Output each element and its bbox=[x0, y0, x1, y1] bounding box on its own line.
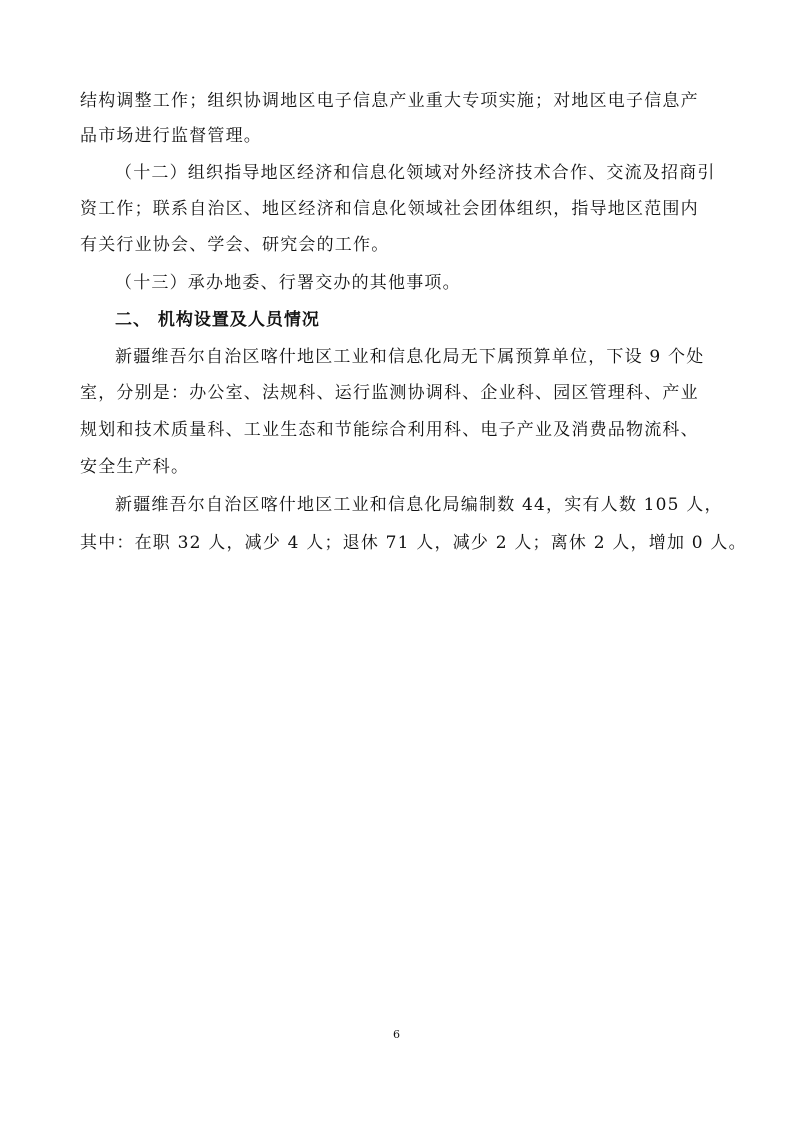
section-para-2-line-2: 其中：在职 32 人，减少 4 人；退休 71 人，减少 2 人；离休 2 人，增加 0 人。 bbox=[80, 533, 747, 553]
item-13-line: （十三）承办地委、行署交办的其他事项。 bbox=[115, 273, 461, 293]
section-para-1-line-2: 室，分别是：办公室、法规科、运行监测协调科、企业科、园区管理科、产业 bbox=[80, 383, 699, 403]
page-number: 6 bbox=[393, 1028, 400, 1041]
section-heading: 二、 机构设置及人员情况 bbox=[115, 310, 320, 330]
body-line-1: 结构调整工作；组织协调地区电子信息产业重大专项实施；对地区电子信息产 bbox=[80, 91, 699, 111]
section-para-1-line-1: 新疆维吾尔自治区喀什地区工业和信息化局无下属预算单位，下设 9 个处 bbox=[115, 347, 705, 367]
section-para-2-line-1: 新疆维吾尔自治区喀什地区工业和信息化局编制数 44，实有人数 105 人， bbox=[115, 495, 723, 515]
item-12-line-2: 资工作；联系自治区、地区经济和信息化领域社会团体组织，指导地区范围内 bbox=[80, 199, 699, 219]
item-12-line-1: （十二）组织指导地区经济和信息化领域对外经济技术合作、交流及招商引 bbox=[115, 163, 716, 183]
section-para-1-line-3: 规划和技术质量科、工业生态和节能综合利用科、电子产业及消费品物流科、 bbox=[80, 420, 699, 440]
item-12-line-3: 有关行业协会、学会、研究会的工作。 bbox=[80, 235, 390, 255]
body-line-2: 品市场进行监督管理。 bbox=[80, 126, 262, 146]
section-para-1-line-4: 安全生产科。 bbox=[80, 457, 190, 477]
